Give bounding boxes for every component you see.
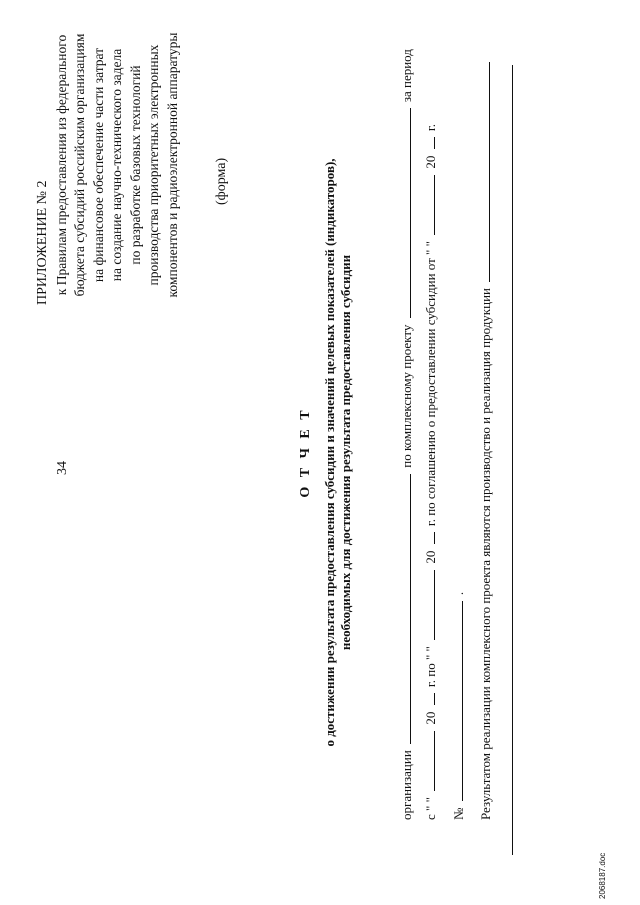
result-line: [476, 59, 494, 820]
annex-line: по разработке базовых технологий: [127, 65, 143, 265]
org-label: организации: [399, 750, 414, 820]
file-code: 2068187.doc: [598, 852, 607, 899]
number-end: .: [451, 591, 466, 596]
result-text: Результатом реализации комплексного проекта являются производство и реализация продукции: [478, 288, 493, 820]
number-line: [449, 592, 467, 820]
from-label: с " ": [423, 797, 438, 820]
product-field[interactable]: [476, 62, 490, 282]
annex-line: на финансовое обеспечение части затрат: [90, 47, 106, 283]
year-prefix: 20: [423, 550, 438, 564]
year-suffix: г.: [423, 123, 438, 132]
page-number: 34: [55, 461, 70, 475]
annex-line: бюджета субсидий российским организациям: [72, 33, 87, 297]
period-line: [421, 124, 439, 820]
to-month-field[interactable]: [421, 570, 435, 640]
agreement-label: г. по соглашению о предоставлении субсидии от " ": [423, 241, 438, 527]
from-year-field[interactable]: [421, 693, 435, 705]
from-month-field[interactable]: [421, 731, 435, 791]
period-label: за период: [399, 49, 414, 103]
org-name-field[interactable]: [397, 474, 411, 744]
to-year-field[interactable]: [421, 532, 435, 544]
agreement-year-field[interactable]: [421, 137, 435, 149]
report-title: О Т Ч Е Т: [298, 407, 313, 498]
subtitle-line-2: необходимых для достижения результата предоставления субсидии: [338, 254, 353, 651]
year-prefix: 20: [423, 711, 438, 725]
project-label: по комплексному проекту: [399, 324, 414, 468]
subtitle-line-1: о достижении результата предоставления субсидии и значений целевых показателей (индикаторов),: [322, 158, 337, 747]
annex-line: компонентов и радиоэлектронной аппаратуры: [164, 32, 180, 298]
agreement-month-field[interactable]: [421, 175, 435, 235]
organization-line: [397, 49, 415, 820]
year-prefix: 20: [423, 155, 438, 169]
annex-line: на создание научно-технического задела: [109, 48, 124, 282]
annex-line: к Правилам предоставления из федерального: [53, 34, 69, 296]
to-label: г. по " ": [423, 646, 438, 688]
form-label: (форма): [214, 157, 229, 205]
number-label: №: [451, 807, 466, 820]
annex-title: ПРИЛОЖЕНИЕ № 2: [35, 180, 50, 305]
annex-block: [34, 15, 182, 315]
agreement-number-field[interactable]: [449, 601, 463, 801]
project-name-field[interactable]: [397, 108, 411, 318]
annex-line: производства приоритетных электронных: [146, 44, 161, 286]
report-subtitle: [322, 0, 354, 905]
bottom-rule: [512, 65, 513, 855]
